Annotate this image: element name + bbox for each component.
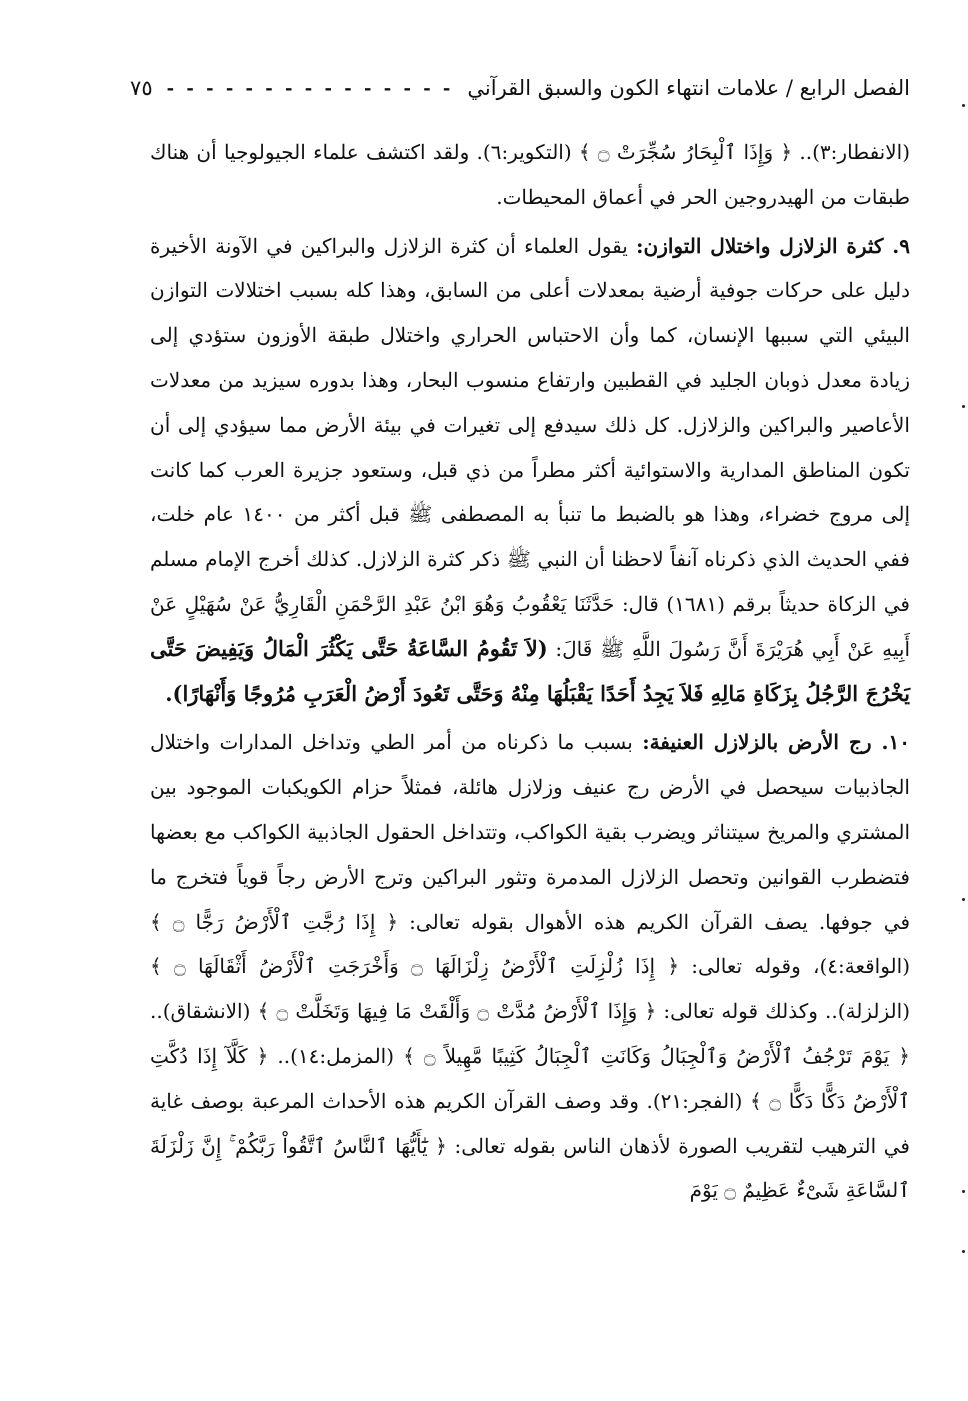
margin-mark: [962, 104, 965, 107]
margin-mark: [962, 1190, 965, 1193]
paragraph-1-line-2: الجيولوجيا أن هناك طبقات من الهيدروجين الحر في أعماق المحيطات.: [150, 140, 910, 209]
section-10-heading: ١٠. رج الأرض بالزلازل العنيفة:: [642, 730, 910, 755]
paragraph-2: [150, 224, 910, 717]
page-number: ٧٥: [130, 76, 153, 100]
header-dashes: - - - - - - - - - - - - - - -: [166, 77, 454, 99]
paragraph-1: [150, 130, 910, 220]
paragraph-1-line-1: (الانفطار:٣).. ﴿ وَإِذَا ٱلْبِحَارُ سُجِّرَتْ ۝ ﴾ (التكوير:٦). ولقد اكتشف علماء: [313, 140, 911, 164]
margin-mark: [962, 1250, 965, 1253]
hadith-isnad: حَدَّثَنَا يَعْقُوبُ وَهُوَ ابْنُ عَبْدِ الرَّحْمَنِ الْقَارِيُّ عَنْ سُهَيْلٍ عَنْ أَبِيهِ عَنْ أَبِي هُرَيْرَةَ أَنَّ رَسُولَ اللَّهِ ﷺ قَالَ:: [150, 591, 910, 661]
paragraph-3: [150, 720, 910, 1213]
page-body: [150, 130, 910, 1213]
margin-mark: [962, 898, 965, 901]
section-10-text: بسبب ما ذكرناه من أمر الطي وتداخل المدارات واختلال الجاذبيات سيحصل في الأرض رج عنيف وزلازل هائلة، فمثلاً حزام الكويكبات الموجود بين المشتري والمريخ سيتناثر ويضرب بقية الكواكب، وتتداخل الحقول الجاذبية الكواكب مع بعضها فتضطرب القوانين وتحصل الزلازل المدمرة وتثور البراكين وترج الأرض رجاً قوياً فتخرج ما في جوفها. يصف القرآن الكريم هذه الأهوال بقوله تعالى: ﴿ إِذَا رُجَّتِ ٱلْأَرْضُ رَجًّا ۝ ﴾ (الواقعة:٤)، وقوله تعالى: ﴿ إِذَا زُلْزِلَتِ ٱلْأَرْضُ زِلْزَالَهَا ۝ وَأَخْرَجَتِ ٱلْأَرْضُ أَثْقَالَهَا ۝ ﴾ (الزلزلة).. وكذلك قوله تعالى: ﴿ وَإِذَا ٱلْأَرْضُ مُدَّتْ ۝ وَأَلْقَتْ مَا فِيهَا وَتَخَلَّتْ ۝ ﴾ (الانشقاق).. ﴿ يَوْمَ تَرْجُفُ ٱلْأَرْضُ وَٱلْجِبَالُ وَكَانَتِ ٱلْجِبَالُ كَثِيبًا مَّهِيلاً ۝ ﴾ (المزمل:١٤).. ﴿ كَلَّآ إِذَا دُكَّتِ ٱلْأَرْضُ دَكًّا دَكًّا ۝ ﴾ (الفجر:٢١). وقد وصف القرآن الكريم هذه الأحداث المرعبة بوصف غاية في الترهيب لتقريب الصورة لأذهان الناس بقوله تعالى: ﴿ يَٰٓأَيُّهَا ٱلنَّاسُ ٱتَّقُواْ رَبَّكُمْ ۚ إِنَّ زَلْزَلَةَ ٱلسَّاعَةِ شَىْءٌ عَظِيمٌ ۝ يَوْمَ: [150, 730, 911, 1203]
running-header: [130, 68, 910, 108]
section-9-text: يقول العلماء أن كثرة الزلازل والبراكين في الآونة الأخيرة دليل على حركات جوفية أرضية بمعدلات أعلى من السابق، وهذا كله بسبب اختلالات التوازن البيئي التي سببها الإنسان، كما وأن الاحتباس الحراري واختلال طبقة الأوزون ستؤدي إلى زيادة معدل ذوبان الجليد في القطبين وارتفاع منسوب البحار، وهذا بدوره سيزيد من معدلات الأعاصير والبراكين والزلازل. كل ذلك سيدفع إلى تغيرات في بيئة الأرض مما سيؤدي إلى أن تكون المناطق المدارية والاستوائية أكثر مطراً من ذي قبل، وستعود جزيرة العرب كما كانت إلى مروج خضراء، وهذا هو بالضبط ما تنبأ به المصطفى ﷺ قبل أكثر من ١٤٠٠ عام خلت، ففي الحديث الذي ذكرناه آنفاً لاحظنا أن النبي ﷺ ذكر كثرة الزلازل. كذلك أخرج الإمام مسلم في الزكاة حديثاً برقم (١٦٨١) قال:: [150, 233, 910, 616]
section-9-heading: ٩. كثرة الزلازل واختلال التوازن:: [636, 233, 911, 258]
hadith-text: (لاَ تَقُومُ السَّاعَةُ حَتَّى يَكْثُرَ الْمَالُ وَيَفِيضَ حَتَّى يَخْرُجَ الرَّجُلُ بِزَكَاةِ مَالِهِ فَلاَ يَجِدُ أَحَدًا يَقْبَلُهَا مِنْهُ وَحَتَّى تَعُودَ أَرْضُ الْعَرَبِ مُرُوجًا وَأَنْهَارًا).: [150, 635, 910, 706]
margin-mark: [962, 405, 965, 408]
chapter-title: الفصل الرابع / علامات انتهاء الكون والسبق القرآني: [467, 76, 910, 100]
